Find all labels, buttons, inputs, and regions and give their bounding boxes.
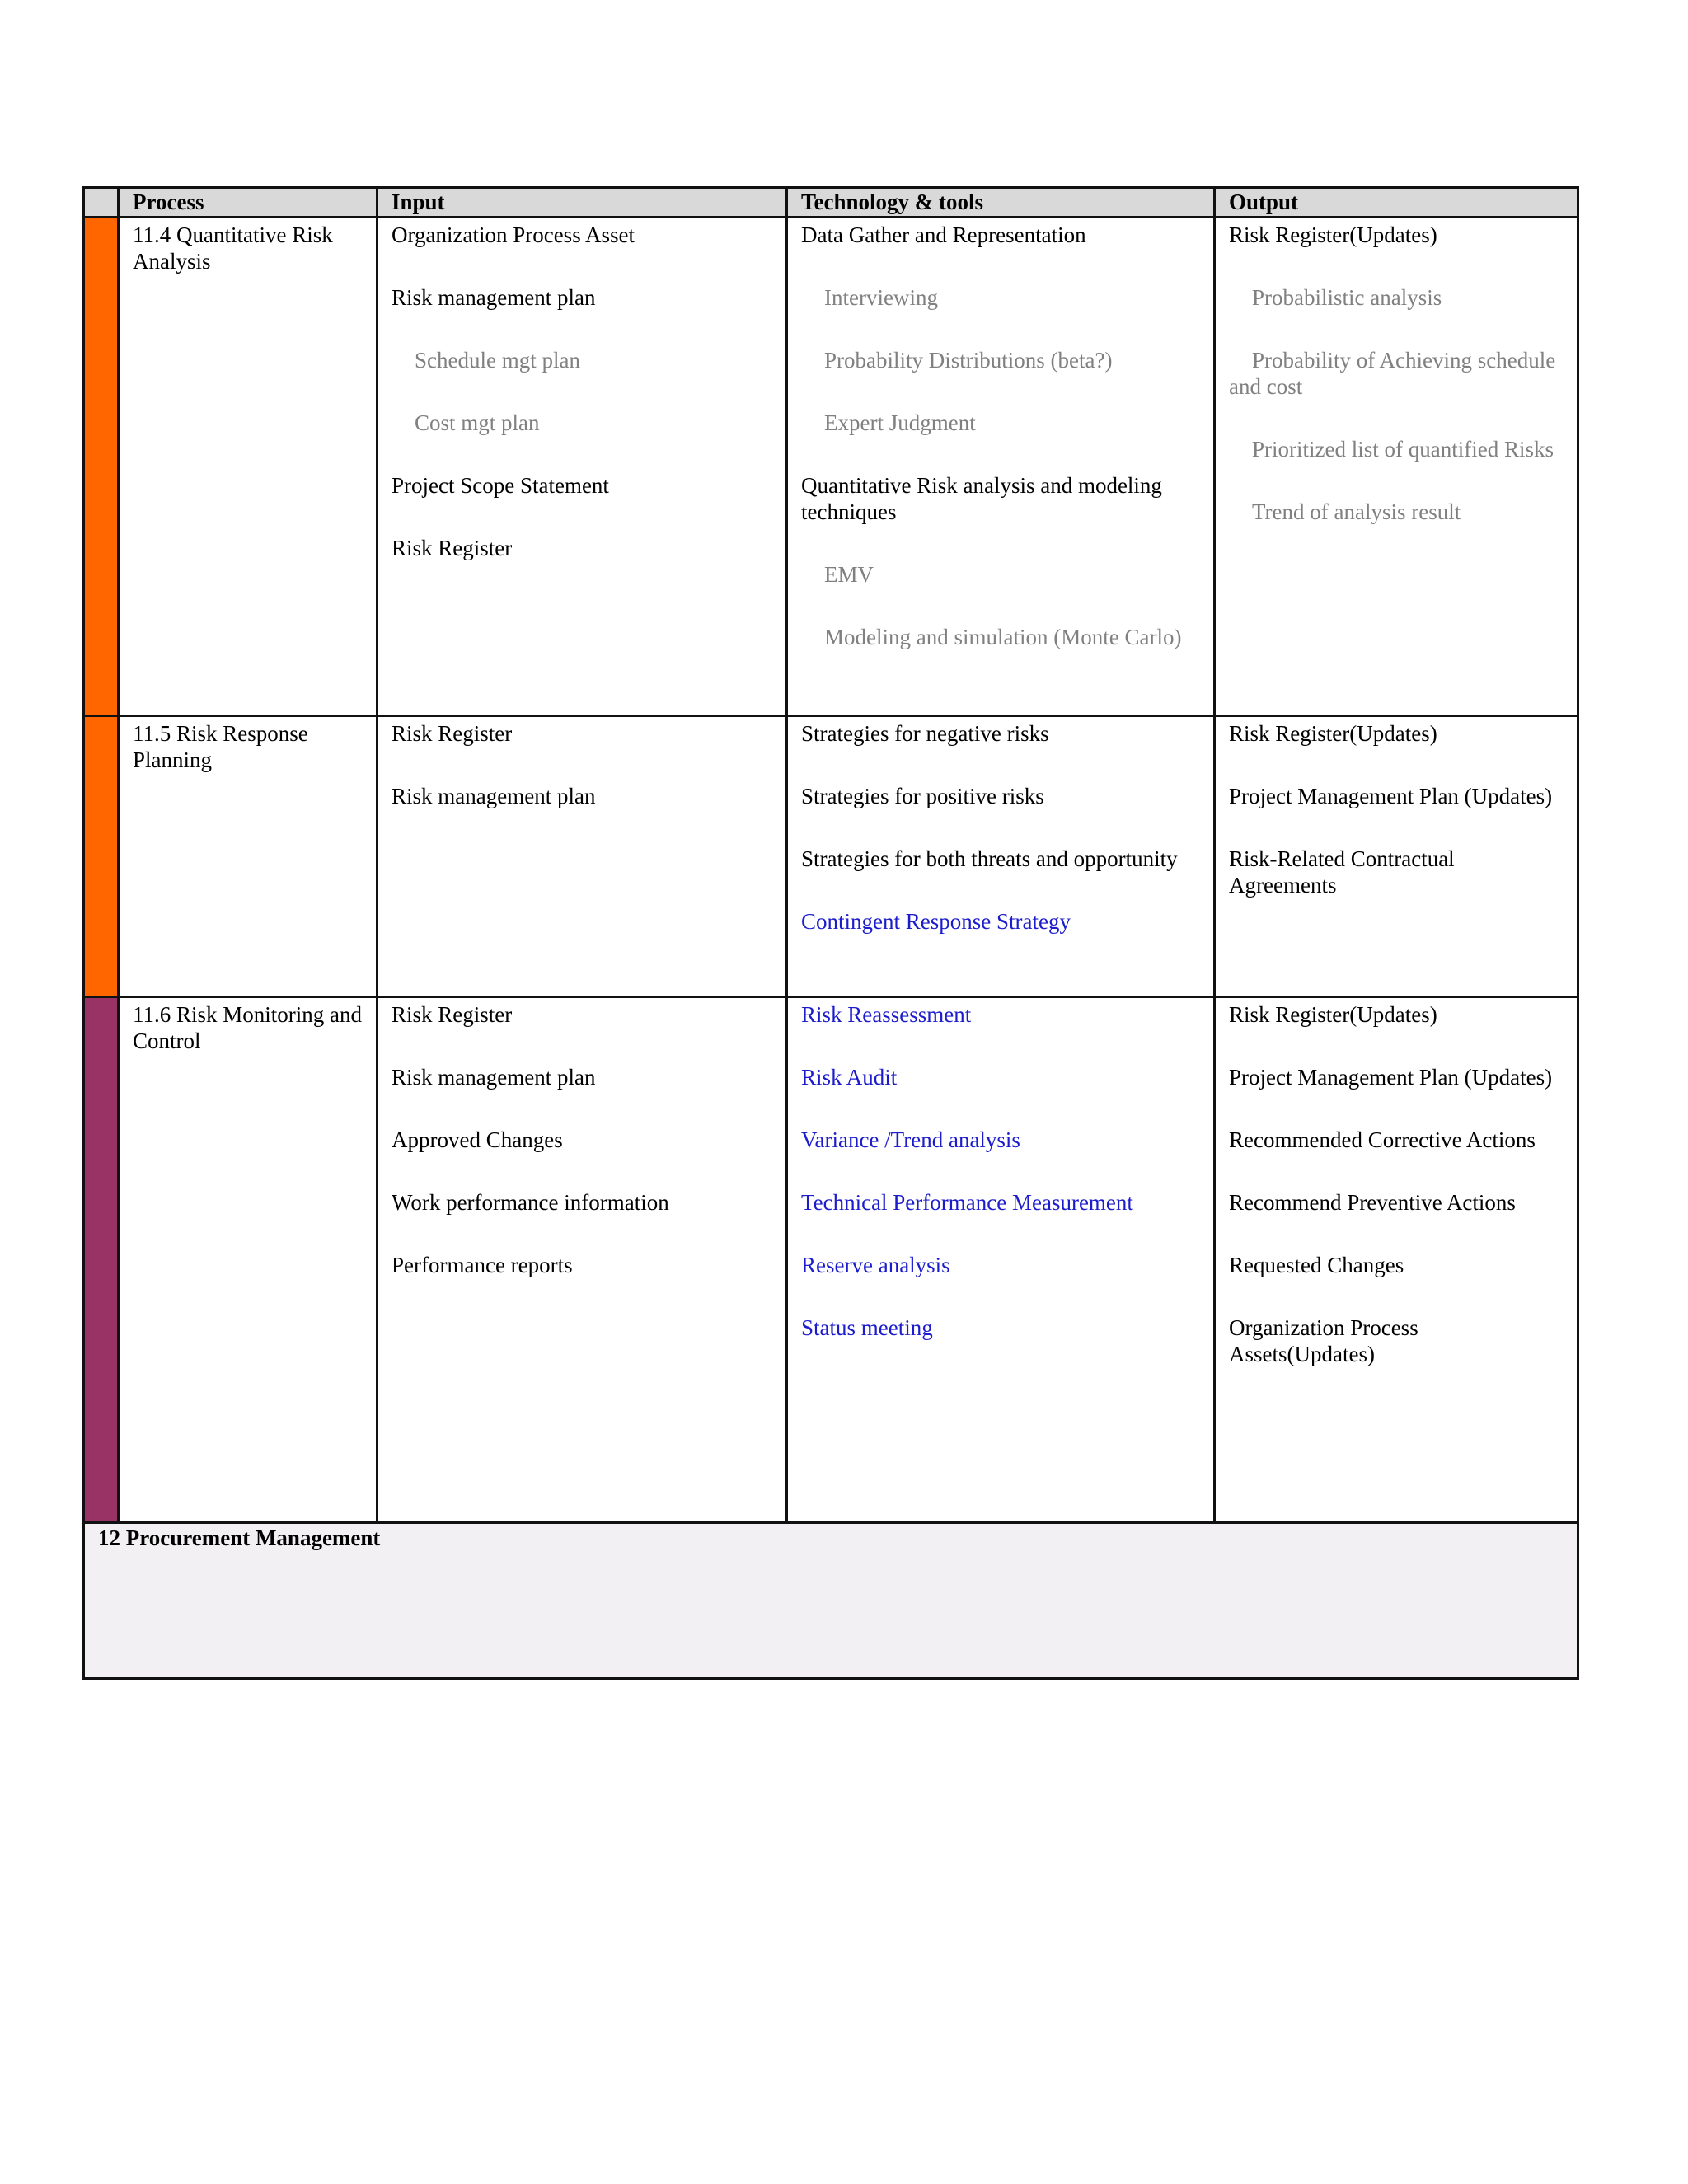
tool-subitem: EMV [824, 562, 874, 587]
input-item: Project Scope Statement [392, 473, 609, 498]
tool-item: Strategies for both threats and opportunity [801, 846, 1178, 871]
output-item: Requested Changes [1229, 1253, 1404, 1277]
tool-item-highlight: Contingent Response Strategy [801, 909, 1071, 934]
output-subitem: Trend of analysis result [1252, 499, 1461, 524]
output-item: Recommended Corrective Actions [1229, 1127, 1536, 1152]
row-color-bar [85, 218, 120, 717]
output-item: Recommend Preventive Actions [1229, 1190, 1516, 1215]
tools-cell [788, 998, 1216, 1524]
output-subitem: Probability of Achieving schedule and cost [1229, 348, 1556, 399]
input-item: Risk Register [392, 1002, 513, 1027]
output-cell [1216, 717, 1577, 998]
input-item: Risk Register [392, 721, 513, 746]
tool-item-highlight: Reserve analysis [801, 1253, 950, 1277]
tool-item-highlight: Risk Reassessment [801, 1002, 972, 1027]
process-name: 11.5 Risk Response Planning [133, 721, 308, 772]
tool-subitem: Probability Distributions (beta?) [824, 348, 1113, 373]
process-cell [120, 998, 378, 1524]
process-name: 11.6 Risk Monitoring and Control [133, 1002, 363, 1053]
tool-item: Strategies for positive risks [801, 784, 1044, 808]
tool-item-highlight: Status meeting [801, 1315, 933, 1340]
tool-subitem: Interviewing [824, 285, 938, 310]
tool-item: Quantitative Risk analysis and modeling techniques [801, 473, 1162, 524]
header-marker-cell [85, 189, 120, 218]
input-item: Approved Changes [392, 1127, 563, 1152]
output-item: Organization Process Assets(Updates) [1229, 1315, 1418, 1366]
input-item: Performance reports [392, 1253, 573, 1277]
output-cell [1216, 218, 1577, 717]
tool-item-highlight: Risk Audit [801, 1065, 898, 1090]
output-cell [1216, 998, 1577, 1524]
tool-item: Strategies for negative risks [801, 721, 1049, 746]
header-output: Output [1216, 189, 1577, 218]
input-item: Risk Register [392, 536, 513, 560]
header-process: Process [120, 189, 378, 218]
tool-subitem: Modeling and simulation (Monte Carlo) [824, 625, 1182, 649]
input-cell [378, 218, 788, 717]
row-color-bar [85, 998, 120, 1524]
section-heading-procurement: 12 Procurement Management [85, 1524, 1577, 1677]
input-cell [378, 717, 788, 998]
process-name: 11.4 Quantitative Risk Analysis [133, 223, 333, 274]
header-input: Input [378, 189, 788, 218]
tool-item-highlight: Technical Performance Measurement [801, 1190, 1133, 1215]
tool-subitem: Expert Judgment [824, 410, 976, 435]
input-item: Organization Process Asset [392, 223, 635, 247]
input-item: Work performance information [392, 1190, 669, 1215]
output-item: Risk Register(Updates) [1229, 1002, 1437, 1027]
row-color-bar [85, 717, 120, 998]
tool-item-highlight: Variance /Trend analysis [801, 1127, 1020, 1152]
tool-item: Data Gather and Representation [801, 223, 1086, 247]
output-item: Project Management Plan (Updates) [1229, 1065, 1553, 1090]
input-item: Risk management plan [392, 285, 596, 310]
output-item: Risk Register(Updates) [1229, 223, 1437, 247]
tools-cell [788, 218, 1216, 717]
output-subitem: Prioritized list of quantified Risks [1252, 437, 1554, 462]
output-item: Project Management Plan (Updates) [1229, 784, 1553, 808]
process-cell [120, 218, 378, 717]
output-subitem: Probabilistic analysis [1252, 285, 1442, 310]
input-item: Risk management plan [392, 784, 596, 808]
process-cell [120, 717, 378, 998]
input-subitem: Schedule mgt plan [415, 348, 580, 373]
input-subitem: Cost mgt plan [415, 410, 540, 435]
header-tools: Technology & tools [788, 189, 1216, 218]
input-item: Risk management plan [392, 1065, 596, 1090]
process-table [82, 186, 1579, 1680]
tools-cell [788, 717, 1216, 998]
input-cell [378, 998, 788, 1524]
output-item: Risk-Related Contractual Agreements [1229, 846, 1455, 898]
output-item: Risk Register(Updates) [1229, 721, 1437, 746]
